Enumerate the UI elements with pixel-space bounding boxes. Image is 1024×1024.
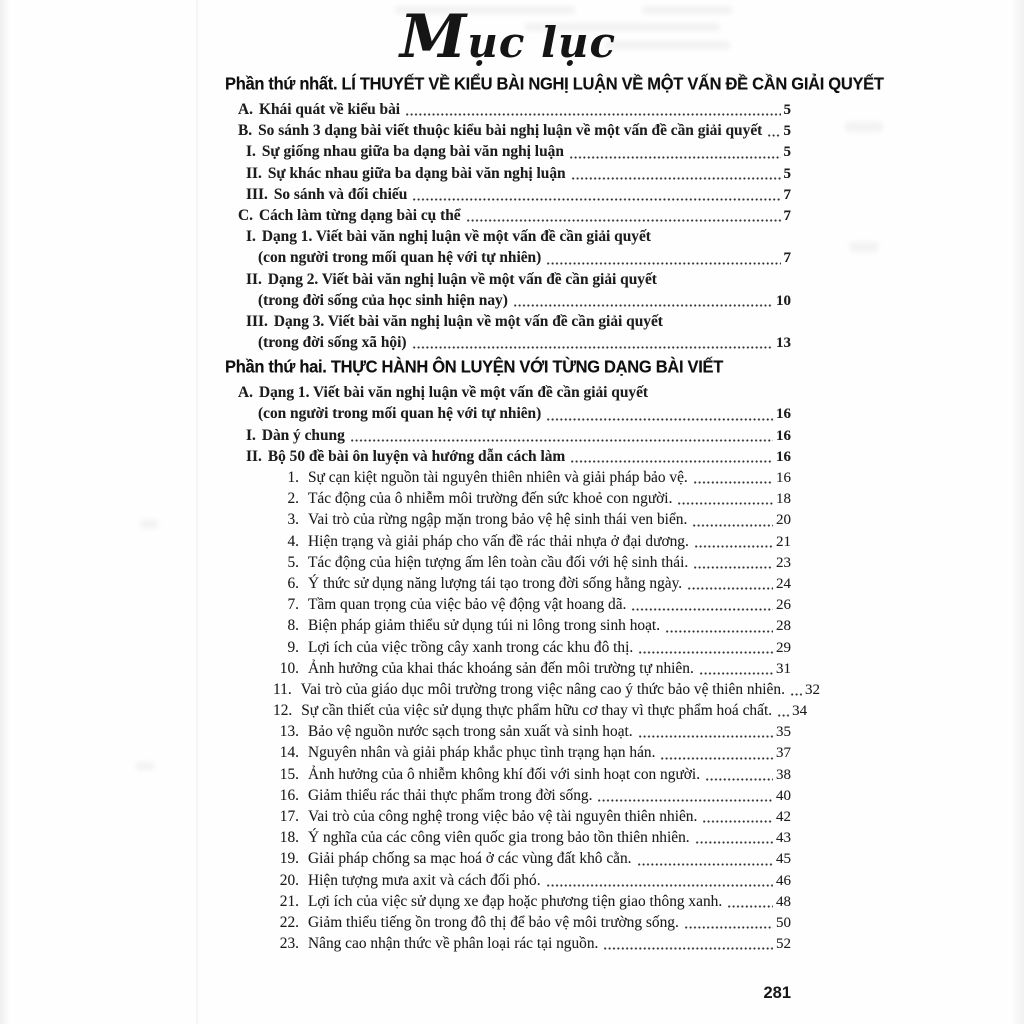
dot-leader xyxy=(412,197,780,202)
entry-text: Biện pháp giảm thiểu sử dụng túi ni lông trong sinh hoạt. xyxy=(308,617,661,635)
entry-text: Dàn ý chung xyxy=(261,426,345,444)
toc-entry xyxy=(225,679,820,700)
toc-entry xyxy=(225,467,791,488)
entry-page-number: 28 xyxy=(776,618,791,635)
toc-entry xyxy=(225,269,791,290)
dot-leader xyxy=(777,713,789,718)
toc-entry xyxy=(225,247,791,268)
entry-text: Sự khác nhau giữa ba dạng bài văn nghị luận xyxy=(267,164,566,182)
dot-leader xyxy=(350,438,773,443)
entry-page-number: 20 xyxy=(776,512,791,529)
entry-label: 7. xyxy=(287,596,299,614)
dot-leader xyxy=(570,459,773,464)
toc-entry xyxy=(225,615,791,636)
entry-page-number: 29 xyxy=(776,639,791,656)
entry-label: 11. xyxy=(273,680,292,698)
dot-leader xyxy=(695,840,773,845)
toc-entry xyxy=(225,594,791,615)
entry-label: I. xyxy=(246,426,256,444)
toc-entry xyxy=(225,764,791,785)
dot-leader xyxy=(767,133,780,138)
entry-text: (con người trong mối quan hệ với tự nhiên) xyxy=(258,405,542,423)
dot-leader xyxy=(405,112,780,117)
toc-entry xyxy=(225,226,791,247)
entry-page-number: 16 xyxy=(776,406,791,423)
entry-label: 22. xyxy=(279,913,299,931)
entry-text: (trong đời sống của học sinh hiện nay) xyxy=(258,291,508,309)
page-outer-edge-shadow xyxy=(0,0,10,1024)
entry-label: A. xyxy=(238,384,253,402)
entry-label: 5. xyxy=(287,553,299,571)
section-heading: Phần thứ hai. THỰC HÀNH ÔN LUYỆN VỚI TỪNG DẠNG BÀI VIẾT xyxy=(225,357,723,377)
toc-entry xyxy=(225,700,808,721)
entry-label: 18. xyxy=(279,829,299,847)
toc-entry xyxy=(225,425,791,446)
toc-entry xyxy=(225,912,791,933)
entry-page-number: 16 xyxy=(776,427,791,444)
entry-label: 6. xyxy=(287,574,299,592)
bleed-through-artifact xyxy=(845,122,883,132)
dot-leader xyxy=(692,523,773,528)
entry-text: Vai trò của công nghệ trong việc bảo vệ tài nguyên thiên nhiên. xyxy=(308,808,698,825)
entry-text: Giảm thiểu tiếng ồn trong đô thị để bảo vệ môi trường sống. xyxy=(308,913,679,931)
dot-leader xyxy=(705,777,773,782)
entry-page-number: 38 xyxy=(776,766,791,783)
entry-page-number: 5 xyxy=(783,102,791,118)
dot-leader xyxy=(694,544,773,549)
entry-text: Tầm quan trọng của việc bảo vệ động vật hoang dã. xyxy=(308,596,627,614)
entry-label: 21. xyxy=(279,892,299,910)
entry-text: Vai trò của giáo dục môi trường trong việc nâng cao ý thức bảo vệ thiên nhiên. xyxy=(300,680,785,698)
toc-entry xyxy=(225,509,791,530)
dot-leader xyxy=(693,480,773,485)
entry-text: Bộ 50 đề bài ôn luyện và hướng dẫn cách làm xyxy=(267,447,566,465)
entry-label: 19. xyxy=(279,850,299,868)
entry-label: 12. xyxy=(273,702,293,720)
entry-text: (trong đời sống xã hội) xyxy=(258,334,407,352)
entry-text: Ảnh hưởng của khai thác khoáng sản đến môi trường tự nhiên. xyxy=(308,659,694,677)
entry-text: Ảnh hưởng của ô nhiễm không khí đối với sinh hoạt con người. xyxy=(308,765,701,783)
entry-text: Sự cạn kiệt nguồn tài nguyên thiên nhiên và giải pháp bảo vệ. xyxy=(308,469,688,486)
entry-text: Nâng cao nhận thức về phân loại rác tại nguồn. xyxy=(308,935,599,953)
dot-leader xyxy=(727,904,773,909)
toc-entry xyxy=(225,403,791,424)
entry-label: A. xyxy=(238,101,253,118)
entry-label: 13. xyxy=(279,723,299,741)
toc-entry xyxy=(225,870,791,891)
entry-text: Dạng 1. Viết bài văn nghị luận về một vấn đề cần giải quyết xyxy=(258,384,649,402)
dot-leader xyxy=(546,261,780,266)
entry-page-number: 18 xyxy=(776,491,791,508)
page-title: Mục lục xyxy=(399,2,617,72)
dot-leader xyxy=(546,883,773,888)
entry-page-number: 5 xyxy=(783,165,791,182)
entry-page-number: 52 xyxy=(776,936,791,953)
toc-entry xyxy=(225,827,791,848)
entry-label: 3. xyxy=(287,511,299,529)
toc-entry xyxy=(225,141,791,162)
dot-leader xyxy=(513,303,773,308)
entry-text: Lợi ích của việc trồng cây xanh trong các khu đô thị. xyxy=(308,638,634,656)
entry-text: Vai trò của rừng ngập mặn trong bảo vệ hệ sinh thái ven biển. xyxy=(308,511,688,529)
entry-label: I. xyxy=(246,143,256,161)
entry-text: Lợi ích của việc sử dụng xe đạp hoặc phương tiện giao thông xanh. xyxy=(308,892,723,910)
entry-page-number: 24 xyxy=(776,575,791,592)
entry-text: Giảm thiểu rác thải thực phẩm trong đời sống. xyxy=(308,786,593,804)
entry-label: 2. xyxy=(287,490,299,508)
entry-text: Ý nghĩa của các công viên quốc gia trong bảo tồn thiên nhiên. xyxy=(308,829,690,847)
entry-text: (con người trong mối quan hệ với tự nhiên) xyxy=(258,249,542,267)
toc-entry xyxy=(225,290,791,311)
entry-label: C. xyxy=(238,206,253,224)
entry-label: 20. xyxy=(279,871,299,889)
entry-page-number: 7 xyxy=(783,186,791,203)
entry-label: 17. xyxy=(279,808,299,825)
entry-page-number: 21 xyxy=(776,533,791,550)
toc-entry xyxy=(225,205,791,226)
entry-page-number: 26 xyxy=(776,597,791,614)
toc-entry xyxy=(225,742,791,763)
entry-text: Dạng 1. Viết bài văn nghị luận về một vấn đề cần giải quyết xyxy=(261,228,651,246)
toc-entry xyxy=(225,552,791,573)
entry-label: 4. xyxy=(287,532,299,550)
entry-page-number: 50 xyxy=(776,914,791,931)
dot-leader xyxy=(631,607,773,612)
toc-entry xyxy=(225,99,791,120)
entry-page-number: 42 xyxy=(776,809,791,825)
entry-text: Dạng 3. Viết bài văn nghị luận về một vấn đề cần giải quyết xyxy=(273,312,663,330)
dot-leader xyxy=(466,218,781,223)
toc-entry xyxy=(225,573,791,594)
toc-entry xyxy=(225,120,791,141)
toc-entry xyxy=(225,311,791,332)
toc-entry xyxy=(225,163,791,184)
entry-page-number: 16 xyxy=(776,470,791,486)
entry-label: 14. xyxy=(279,744,299,762)
entry-text: Ý thức sử dụng năng lượng tái tạo trong đời sống hằng ngày. xyxy=(308,574,683,592)
entry-page-number: 46 xyxy=(776,872,791,889)
entry-label: II. xyxy=(246,270,262,288)
dot-leader xyxy=(660,756,773,761)
section-heading: Phần thứ nhất. LÍ THUYẾT VỀ KIỂU BÀI NGHỊ LUẬN VỀ MỘT VẤN ĐỀ CẦN GIẢI QUYẾT xyxy=(225,74,884,94)
entry-label: 23. xyxy=(279,935,299,953)
entry-label: 8. xyxy=(287,617,299,635)
toc-entry xyxy=(225,382,791,403)
dot-leader xyxy=(412,345,774,350)
entry-page-number: 32 xyxy=(804,681,820,698)
entry-page-number: 31 xyxy=(776,660,791,677)
entry-label: 1. xyxy=(287,469,299,486)
entry-text: Bảo vệ nguồn nước sạch trong sản xuất và sinh hoạt. xyxy=(308,723,633,741)
toc-entry xyxy=(225,658,791,679)
entry-page-number: 16 xyxy=(776,448,791,465)
page-right-edge-shadow xyxy=(1010,0,1024,1024)
toc-entry xyxy=(225,488,791,509)
dot-leader xyxy=(637,862,773,867)
bleed-through-artifact xyxy=(136,762,154,770)
dot-leader xyxy=(699,671,773,676)
toc-entry xyxy=(225,446,791,467)
table-of-contents xyxy=(225,70,884,954)
entry-page-number: 7 xyxy=(783,207,791,224)
dot-leader xyxy=(571,176,781,181)
entry-text: So sánh và đối chiếu xyxy=(273,185,408,203)
dot-leader xyxy=(702,819,773,824)
entry-text: Khái quát về kiểu bài xyxy=(258,101,401,118)
dot-leader xyxy=(546,417,773,422)
entry-page-number: 43 xyxy=(776,830,791,847)
entry-page-number: 48 xyxy=(776,893,791,910)
dot-leader xyxy=(638,650,773,655)
toc-entry xyxy=(225,848,791,869)
dot-leader xyxy=(693,565,773,570)
entry-page-number: 35 xyxy=(776,724,791,741)
dot-leader xyxy=(687,586,773,591)
entry-label: 15. xyxy=(279,765,299,783)
entry-page-number: 7 xyxy=(783,250,791,267)
entry-label: II. xyxy=(246,447,262,465)
toc-entry xyxy=(225,184,791,205)
dot-leader xyxy=(665,629,773,634)
entry-label: 10. xyxy=(279,659,299,677)
entry-text: Nguyên nhân và giải pháp khắc phục tình trạng hạn hán. xyxy=(308,744,656,762)
toc-entry xyxy=(225,332,791,353)
entry-text: So sánh 3 dạng bài viết thuộc kiểu bài nghị luận về một vấn đề cần giải quyết xyxy=(258,122,763,140)
entry-page-number: 45 xyxy=(776,851,791,868)
entry-label: B. xyxy=(238,122,253,140)
entry-page-number: 23 xyxy=(776,554,791,571)
entry-text: Hiện trạng và giải pháp cho vấn đề rác thải nhựa ở đại dương. xyxy=(308,532,689,550)
toc-entry xyxy=(225,806,791,827)
dot-leader xyxy=(677,501,773,506)
entry-page-number: 37 xyxy=(776,745,791,762)
entry-text: Hiện tượng mưa axit và cách đối phó. xyxy=(308,871,541,889)
entry-text: Sự cần thiết của việc sử dụng thực phẩm hữu cơ thay vì thực phẩm hoá chất. xyxy=(301,702,773,720)
entry-text: Cách làm từng dạng bài cụ thể xyxy=(258,206,461,224)
entry-label: I. xyxy=(246,228,256,246)
entry-page-number: 5 xyxy=(783,144,791,161)
dot-leader xyxy=(597,798,773,803)
entry-label: III. xyxy=(246,185,268,203)
entry-text: Giải pháp chống sa mạc hoá ở các vùng đất khô cằn. xyxy=(308,850,632,868)
entry-label: III. xyxy=(246,312,268,330)
dot-leader xyxy=(684,925,773,930)
entry-label: 16. xyxy=(279,786,299,804)
page-fold-shadow xyxy=(196,0,199,1024)
toc-entry xyxy=(225,933,791,954)
dot-leader xyxy=(638,734,773,739)
entry-label: II. xyxy=(246,164,262,182)
bleed-through-artifact xyxy=(850,242,878,252)
dot-leader xyxy=(603,946,773,951)
entry-text: Sự giống nhau giữa ba dạng bài văn nghị luận xyxy=(261,143,564,161)
dot-leader xyxy=(569,155,781,160)
entry-page-number: 34 xyxy=(792,703,808,720)
toc-entry xyxy=(225,785,791,806)
entry-page-number: 13 xyxy=(776,335,791,352)
entry-text: Tác động của ô nhiễm môi trường đến sức khoẻ con người. xyxy=(308,490,673,508)
toc-entry xyxy=(225,721,791,742)
bleed-through-artifact xyxy=(140,520,158,528)
entry-text: Tác động của hiện tượng ấm lên toàn cầu đối với hệ sinh thái. xyxy=(308,553,689,571)
entry-label: 9. xyxy=(287,638,299,656)
entry-page-number: 40 xyxy=(776,787,791,804)
dot-leader xyxy=(790,692,802,697)
entry-text: Dạng 2. Viết bài văn nghị luận về một vấn đề cần giải quyết xyxy=(267,270,657,288)
entry-page-number: 5 xyxy=(783,123,791,140)
entry-page-number: 10 xyxy=(776,292,791,309)
toc-entry xyxy=(225,531,791,552)
page-number: 281 xyxy=(763,984,791,1002)
toc-entry xyxy=(225,637,791,658)
toc-entry xyxy=(225,891,791,912)
